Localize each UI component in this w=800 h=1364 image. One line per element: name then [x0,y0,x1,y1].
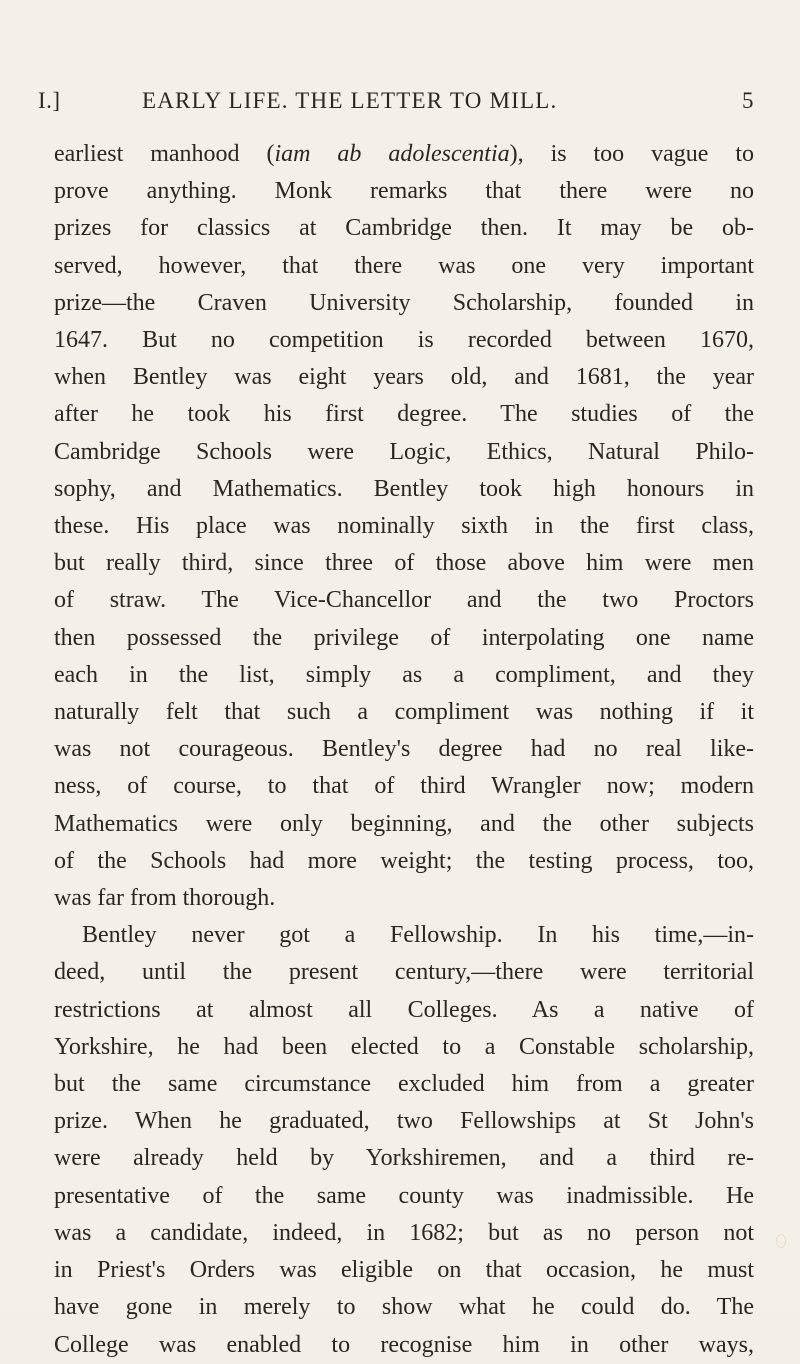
page-number: 5 [742,88,754,113]
text-line: 1647. But no competition is recorded between 1670, [54,327,754,354]
text-line: each in the list, simply as a compliment, and they [54,661,754,688]
text-line: Mathematics were only beginning, and the other subjects [54,810,754,837]
text-line: College was enabled to recognise him in other ways, [54,1331,754,1358]
body-text [54,136,754,1364]
chapter-number: I.] [38,88,61,113]
text-line: presentative of the same county was inadmissible. He [54,1182,754,1209]
text-line: ness, of course, to that of third Wrangler now; modern [54,773,754,800]
text-line: prove anything. Monk remarks that there were no [54,178,754,205]
text-line: were already held by Yorkshiremen, and a third re- [54,1145,754,1172]
text-run: earliest manhood ( [54,141,275,167]
text-line: but really third, since three of those above him were men [54,550,754,577]
paragraph [54,136,754,917]
text-line: naturally felt that such a compliment was nothing if it [54,699,754,726]
paper-mark [776,1234,786,1248]
text-line: was a candidate, indeed, in 1682; but as no person not [54,1219,754,1246]
text-line: deed, until the present century,—there were territorial [54,959,754,986]
text-line: restrictions at almost all Colleges. As a native of [54,996,754,1023]
text-line: these. His place was nominally sixth in the first class, [54,513,754,540]
text-line: was not courageous. Bentley's degree had no real like- [54,736,754,763]
text-line: prize—the Craven University Scholarship, founded in [54,289,754,316]
text-line: then possessed the privilege of interpolating one name [54,624,754,651]
text-line: of the Schools had more weight; the testing process, too, [54,847,754,874]
text-line: when Bentley was eight years old, and 1681, the year [54,364,754,391]
text-line: Bentley never got a Fellowship. In his time,—in- [82,922,754,949]
running-head [38,88,758,120]
text-run: ), is too vague to [509,141,754,167]
running-title: EARLY LIFE. THE LETTER TO MILL. [142,88,558,113]
text-line: was far from thorough. [54,885,276,912]
paragraph [54,917,754,1363]
text-line: prize. When he graduated, two Fellowships at St John's [54,1108,754,1135]
text-line: have gone in merely to show what he could do. The [54,1294,754,1321]
text-line [54,136,754,173]
text-line: sophy, and Mathematics. Bentley took high honours in [54,475,754,502]
text-line: in Priest's Orders was eligible on that occasion, he must [54,1257,754,1284]
text-line: prizes for classics at Cambridge then. It may be ob- [54,215,754,242]
text-line: Yorkshire, he had been elected to a Constable scholarship, [54,1033,754,1060]
text-line: served, however, that there was one very important [54,252,754,279]
text-line: Cambridge Schools were Logic, Ethics, Natural Philo- [54,438,754,465]
text-line: after he took his first degree. The studies of the [54,401,754,428]
latin-phrase: iam ab adolescentia [274,141,510,167]
text-line: but the same circumstance excluded him from a greater [54,1071,754,1098]
text-line: of straw. The Vice-Chancellor and the two Proctors [54,587,754,614]
